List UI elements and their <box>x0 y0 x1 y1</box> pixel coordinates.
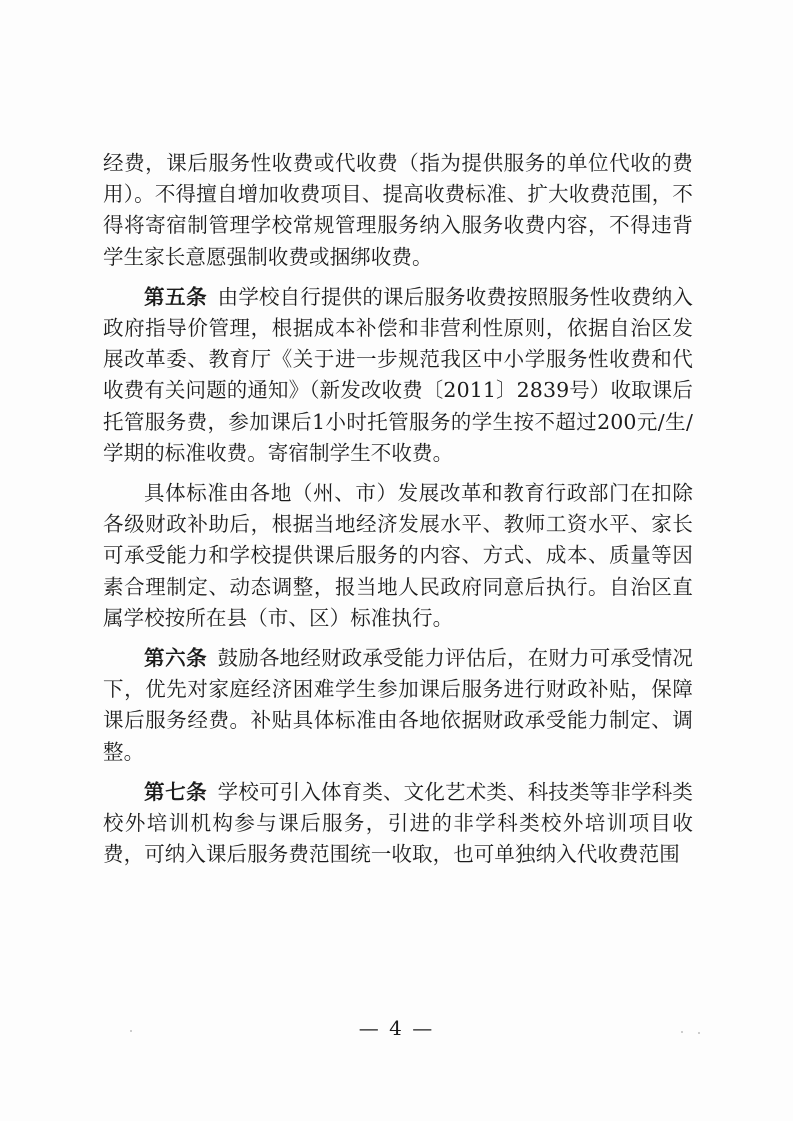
scan-speck <box>698 1032 700 1034</box>
document-body <box>103 148 693 870</box>
scan-speck <box>681 1031 683 1033</box>
article-number: 第五条 <box>144 284 208 309</box>
paragraph-article-7 <box>103 777 693 871</box>
paragraph-article-5 <box>103 282 693 469</box>
paragraph-article-6 <box>103 643 693 768</box>
article-number: 第七条 <box>144 779 208 804</box>
scan-speck <box>130 1030 132 1032</box>
page-number: — 4 — <box>358 1016 435 1040</box>
paragraph-text: 具体标准由各地（州、市）发展改革和教育行政部门在扣除各级财政补助后，根据当地经济发展水平、教师工资水平、家长可承受能力和学校提供课后服务的内容、方式、成本、质量等因素合理制定、动态调整，报当地人民政府同意后执行。自治区直属学校按所在县（市、区）标准执行。 <box>103 481 693 630</box>
paragraph-text: 学校可引入体育类、文化艺术类、科技类等非学科类校外培训机构参与课后服务，引进的非学科类校外培训项目收费，可纳入课后服务费范围统一收取，也可单独纳入代收费范围 <box>103 779 693 867</box>
paragraph-continuation <box>103 148 693 273</box>
article-number: 第六条 <box>144 646 208 671</box>
paragraph-text: 由学校自行提供的课后服务收费按照服务性收费纳入政府指导价管理，根据成本补偿和非营利性原则，依据自治区发展改革委、教育厅《关于进一步规范我区中小学服务性收费和代收费有关问题的通知》（新发改收费〔2011〕2839号）收取课后托管服务费，参加课后1小时托管服务的学生按不超过200元/生/学期的标准收费。寄宿制学生不收费。 <box>103 284 693 465</box>
paragraph-text: 鼓励各地经财政承受能力评估后，在财力可承受情况下，优先对家庭经济困难学生参加课后服务进行财政补贴，保障课后服务经费。补贴具体标准由各地依据财政承受能力制定、调整。 <box>103 646 693 764</box>
paragraph-text: 经费，课后服务性收费或代收费（指为提供服务的单位代收的费用）。不得擅自增加收费项目、提高收费标准、扩大收费范围，不得将寄宿制管理学校常规管理服务纳入服务收费内容，不得违背学生家长意愿强制收费或捆绑收费。 <box>103 151 693 269</box>
paragraph-standard-details <box>103 478 693 634</box>
